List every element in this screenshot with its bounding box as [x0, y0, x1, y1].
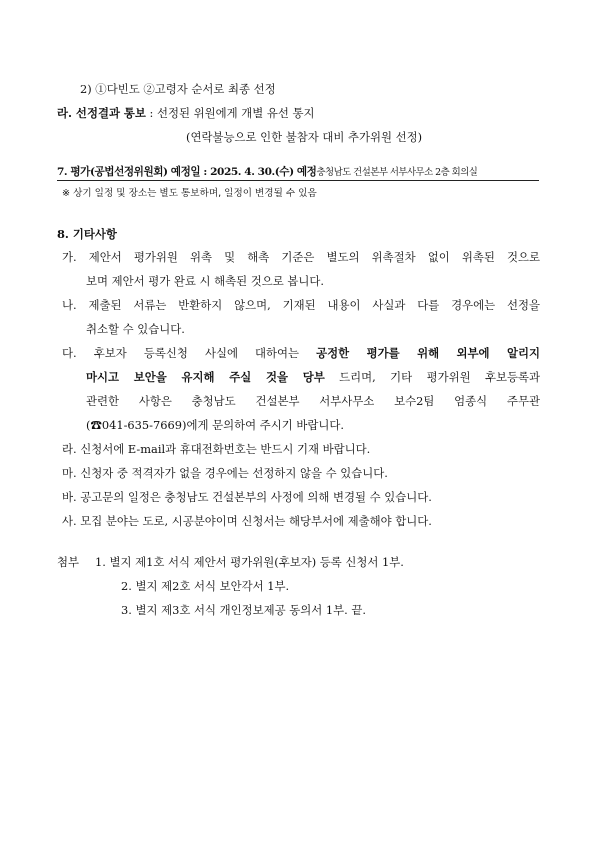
- schedule-label: 7. 평가(공법선정위원회) 예정일: [57, 166, 201, 178]
- misc-item-da-emphasis-1: 공정한 평가를 위해 외부에 알리지: [316, 346, 540, 360]
- evaluation-schedule: [57, 164, 539, 181]
- schedule-place: 충청남도 건설본부 서부사무소 2층 회의실: [316, 167, 478, 178]
- misc-item-da-emphasis-2: 마시고 보안을 유지해 주실 것을 당부: [86, 370, 325, 384]
- misc-item-ma: 마. 신청자 중 적격자가 없을 경우에는 선정하지 않을 수 있습니다.: [62, 466, 388, 480]
- attachment-item-1: 1. 별지 제1호 서식 제안서 평가위원(후보자) 등록 신청서 1부.: [95, 555, 404, 569]
- misc-item-da-line1: [62, 345, 540, 361]
- selection-result-label: 라. 선정결과 통보: [57, 106, 146, 120]
- misc-item-ba: 바. 공고문의 일정은 충청남도 건설본부의 사정에 의해 변경될 수 있습니다.: [62, 490, 432, 504]
- misc-item-da-line3: 관련한 사항은 충청남도 건설본부 서부사무소 보수2팀 엄종식 주무관: [86, 394, 540, 408]
- selection-result-note: (연락불능으로 인한 불참자 대비 추가위원 선정): [186, 130, 423, 144]
- misc-item-da-line2: [86, 369, 540, 385]
- selection-item-2: 2) ①다빈도 ②고령자 순서로 최종 선정: [80, 82, 276, 96]
- schedule-separator: :: [200, 166, 211, 178]
- misc-item-ra: 라. 신청서에 E-mail과 휴대전화번호는 반드시 기재 바랍니다.: [62, 442, 371, 456]
- attachment-item-2: 2. 별지 제2호 서식 보안각서 1부.: [121, 579, 290, 593]
- misc-item-na-line1: 나. 제출된 서류는 반환하지 않으며, 기재된 내용이 사실과 다를 경우에는 선정을: [62, 298, 540, 312]
- selection-result-text: : 선정된 위원에게 개별 유선 통지: [145, 106, 315, 120]
- misc-item-da-text: 다. 후보자 등록신청 사실에 대하여는: [62, 346, 317, 360]
- attachments-label: 첨부: [57, 555, 80, 569]
- misc-item-da-text-2: 드리며, 기타 평가위원 후보등록과: [324, 370, 540, 384]
- attachment-item-3: 3. 별지 제3호 서식 개인정보제공 동의서 1부. 끝.: [121, 603, 367, 617]
- misc-item-ga-line2: 보며 제안서 평가 완료 시 해촉된 것으로 봅니다.: [86, 274, 325, 288]
- misc-item-na-line2: 취소할 수 있습니다.: [86, 322, 185, 336]
- selection-result-notice: [57, 105, 315, 121]
- misc-item-ga-line1: 가. 제안서 평가위원 위촉 및 해촉 기준은 별도의 위촉절차 없이 위촉된 것으로: [62, 250, 540, 264]
- schedule-date: 2025. 4. 30.(수) 예정: [210, 166, 317, 178]
- misc-item-sa: 사. 모집 분야는 도로, 시공분야이며 신청서는 해당부서에 제출해야 합니다.: [62, 514, 432, 528]
- misc-heading: 8. 기타사항: [57, 227, 117, 241]
- misc-item-da-line4: (☎041-635-7669)에게 문의하여 주시기 바랍니다.: [86, 418, 344, 432]
- schedule-note: ※ 상기 일정 및 장소는 별도 통보하며, 일정이 변경될 수 있음: [62, 188, 317, 199]
